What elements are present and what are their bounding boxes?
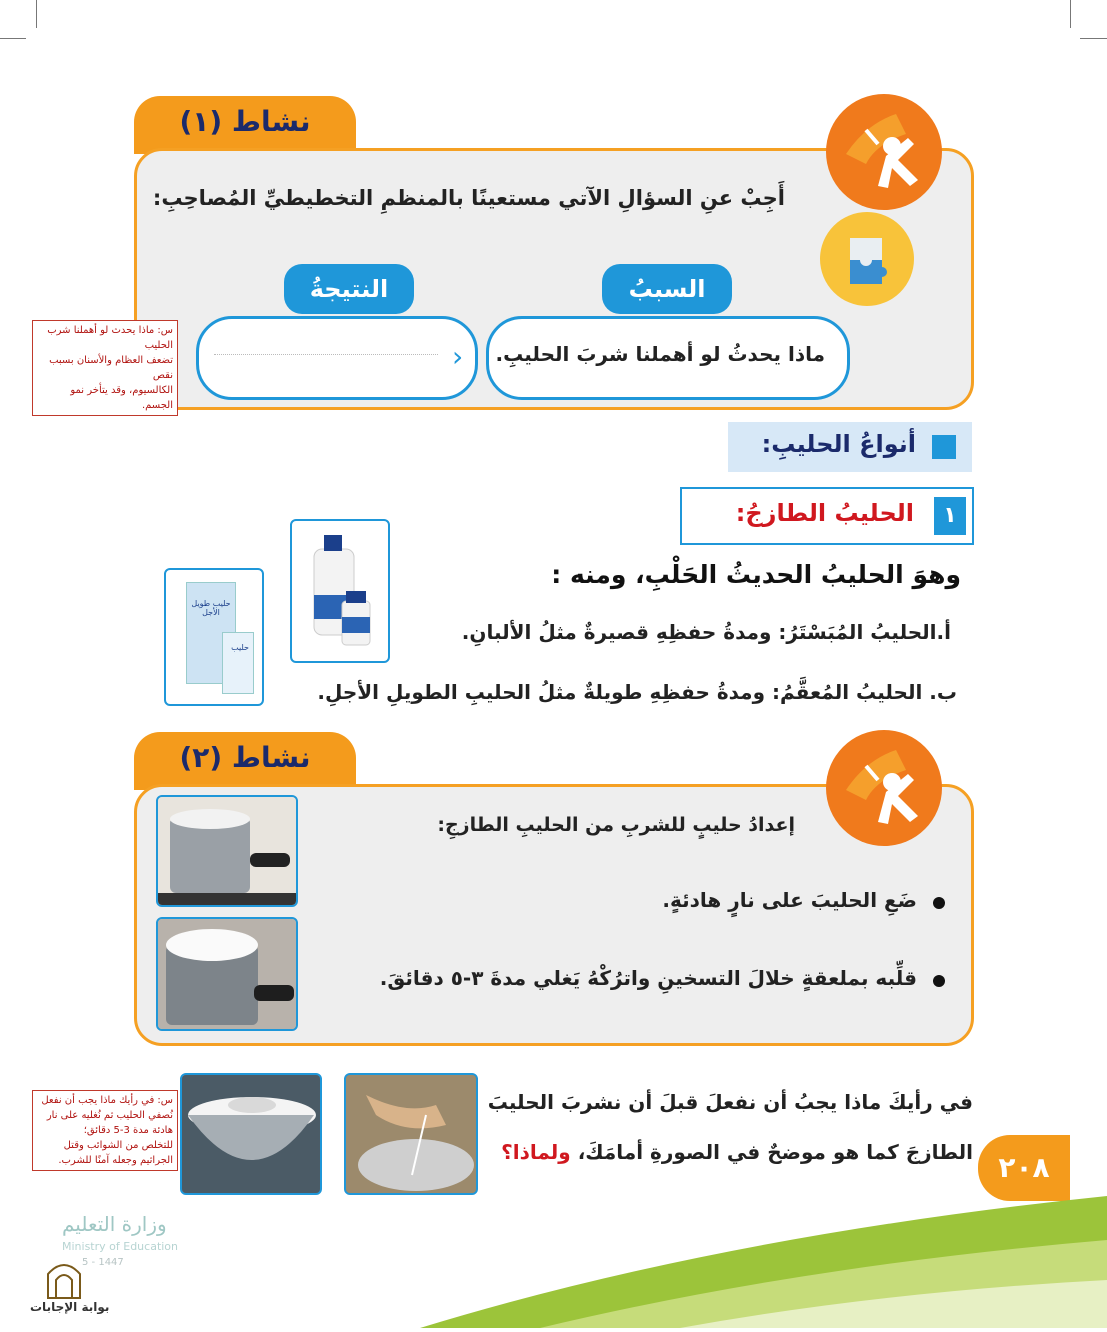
carton-label: حليب طويل الأجل <box>191 599 231 617</box>
straining-milk-image <box>344 1073 478 1195</box>
bullet-icon <box>933 897 945 909</box>
question-line-1: في رأيكَ ماذا يجبُ أن نفعلَ قبلَ أن نشربَ الحليبَ <box>487 1090 973 1114</box>
note-line: للتخلص من الشوائب وقتل <box>63 1140 173 1151</box>
milk-definition: وهوَ الحليبُ الحديثُ الحَلْبِ، ومنه : <box>551 560 961 589</box>
activity2-intro: إعدادُ حليبٍ للشربِ من الحليبِ الطازجِ: <box>437 814 795 836</box>
bullet-icon <box>933 975 945 987</box>
activity-person-icon <box>826 94 942 210</box>
note-line: هادئة مدة 3-5 دقائق؛ <box>83 1125 173 1136</box>
strained-milk-bowl-image <box>180 1073 322 1195</box>
pot-boiling-image <box>156 917 298 1031</box>
site-logo-icon <box>44 1256 84 1300</box>
ministry-year: 5 - 1447 <box>82 1257 124 1268</box>
carton-small-label: حليب <box>231 643 249 652</box>
note-line: الكالسيوم، وقد يتأخر نمو الجسم. <box>70 385 173 411</box>
activity1-prompt: أَجِبْ عنِ السؤالِ الآتي مستعينًا بالمنظمِ التخطيطيِّ المُصاحِبِ: <box>152 186 785 210</box>
crop-mark <box>36 0 37 28</box>
item-a: أ.الحليبُ المُبَسْتَرُ: ومدةُ حفظِهِ قصيرةٌ مثلُ الألبانِ. <box>461 620 951 644</box>
section-title: أنواعُ الحليبِ: <box>761 430 916 458</box>
question-line-2 <box>501 1140 973 1164</box>
activity2-tab-label: نشاط (٢) <box>179 741 311 774</box>
activity1-tab-label: نشاط (١) <box>179 105 311 138</box>
note-line: الجراثيم وجعله آمنًا للشرب. <box>58 1155 173 1166</box>
green-swoosh-decoration <box>420 1196 1107 1328</box>
item-b: ب. الحليبُ المُعقَّمُ: ومدةُ حفظِهِ طويلةٌ مثلُ الحليبِ الطويلِ الأجلِ. <box>317 680 957 704</box>
step-1: ضَعِ الحليبَ على نارٍ هادئةٍ. <box>662 888 917 912</box>
site-name: بوابة الإجابات <box>30 1300 110 1314</box>
step-2: قلِّبه بملعقةٍ خلالَ التسخينِ واترُكْهُ يَغلي مدةَ ٣-٥ دقائقَ. <box>379 966 917 990</box>
answer-note-2 <box>32 1090 178 1171</box>
subsection-box <box>680 487 974 545</box>
ministry-name-ar: وزارة التعليم <box>62 1212 167 1236</box>
milk-carton-image <box>164 568 264 706</box>
note-line: س: في رأيك ماذا يجب أن نفعل <box>41 1095 173 1106</box>
crop-mark <box>1080 38 1107 39</box>
pot-heating-image <box>156 795 298 907</box>
question-line-2-text: الطازجَ كما هو موضحٌ في الصورةِ أمامَكَ، <box>577 1140 973 1164</box>
crop-mark <box>0 38 26 39</box>
cause-label: السببُ <box>602 264 732 314</box>
arrow-left-icon: ‹ <box>452 340 464 373</box>
answer-note-1 <box>32 320 178 416</box>
crop-mark <box>1070 0 1071 28</box>
puzzle-icon <box>820 212 914 306</box>
milk-bottles-image <box>290 519 390 663</box>
answer-line[interactable] <box>214 354 438 355</box>
subsection-title: الحليبُ الطازجُ: <box>735 499 914 527</box>
note-line: الحليب <box>144 340 173 351</box>
ministry-name-en: Ministry of Education <box>62 1240 179 1253</box>
effect-bubble <box>196 316 478 400</box>
activity-person-icon <box>826 730 942 846</box>
carton-small <box>222 632 254 694</box>
note-line: س: ماذا يحدث لو أهملنا شرب <box>47 325 173 336</box>
activity1-tab <box>134 96 356 154</box>
note-line: تضعف العظام والأسنان بسبب نقص <box>49 355 173 381</box>
page-number: ٢٠٨ <box>978 1135 1070 1201</box>
subsection-number: ١ <box>934 497 966 535</box>
question-why: ولماذا؟ <box>501 1140 571 1164</box>
cause-text: ماذا يحدثُ لو أهملنا شربَ الحليبِ. <box>495 342 825 366</box>
section-header <box>728 422 972 472</box>
effect-label: النتيجةُ <box>284 264 414 314</box>
square-bullet-icon <box>932 435 956 459</box>
note-line: نُصفي الحليب ثم نُغليه على نار <box>46 1110 173 1121</box>
activity2-tab <box>134 732 356 790</box>
